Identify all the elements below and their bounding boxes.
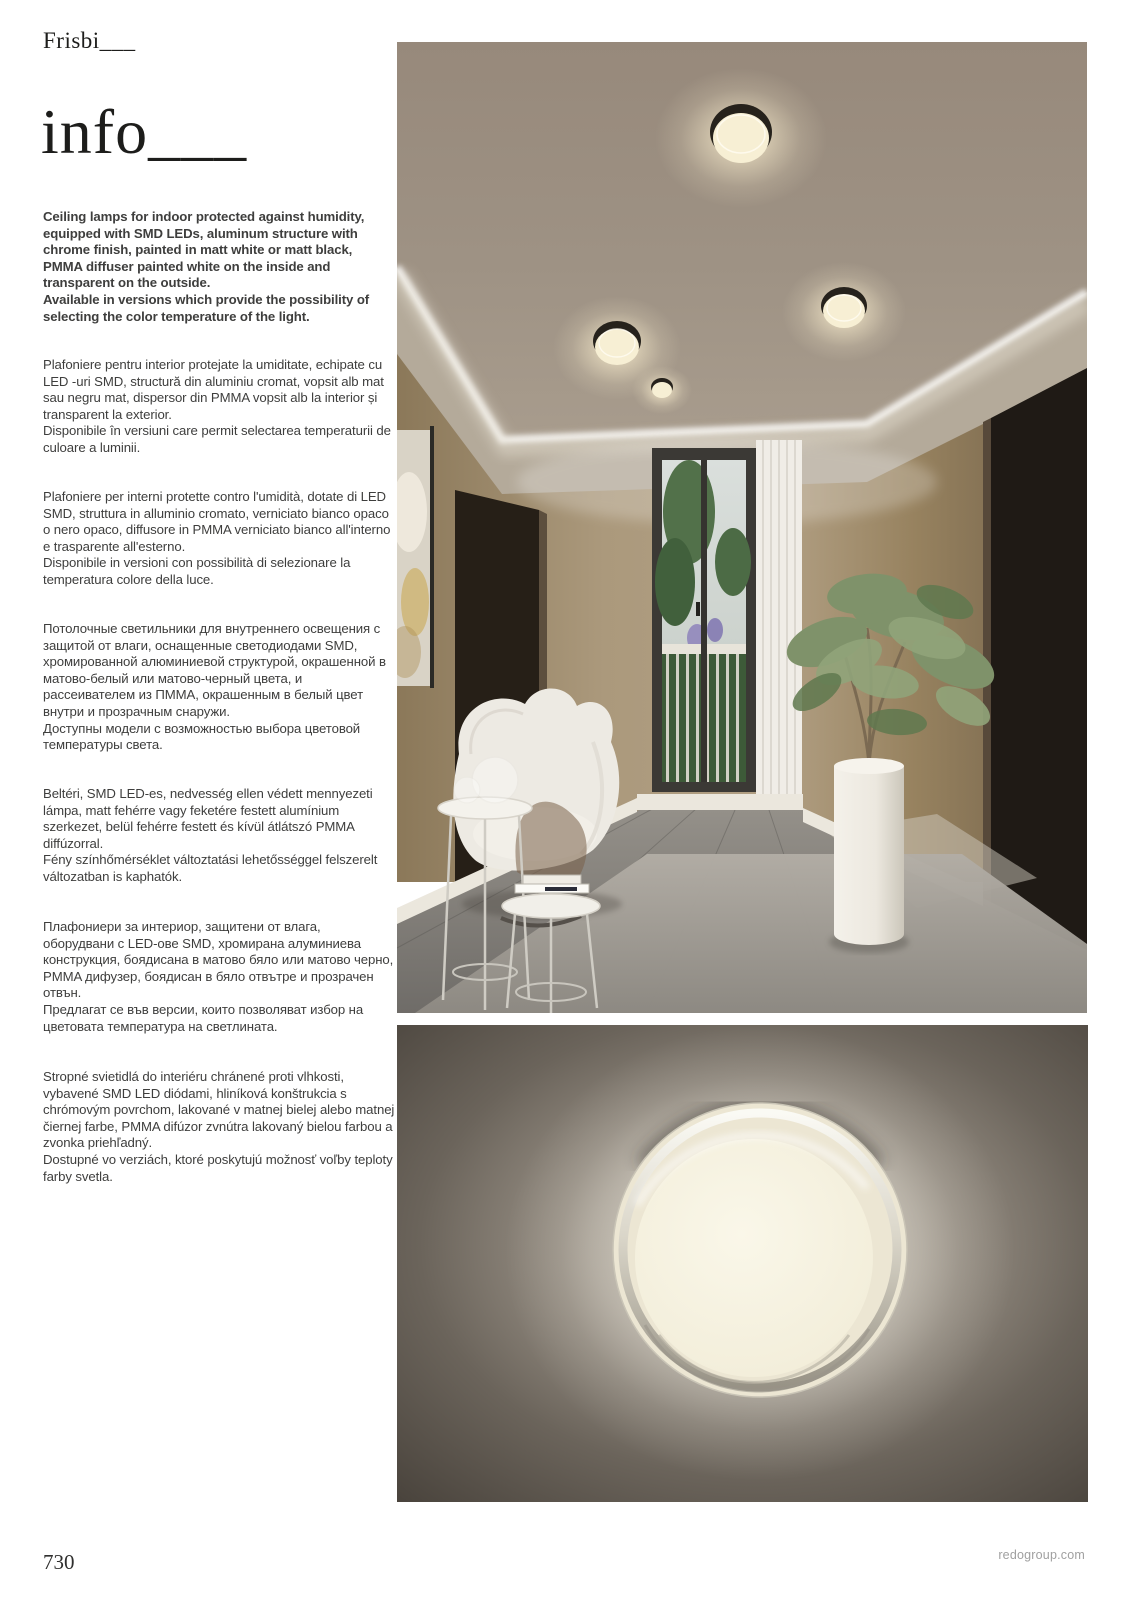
page-number: 730 — [43, 1550, 75, 1574]
interior-room-illustration — [397, 42, 1087, 1013]
interior-room-photo — [397, 42, 1087, 1013]
description-paragraph-bulgarian — [43, 919, 395, 1035]
product-name: Frisbi___ — [43, 28, 136, 53]
website-link[interactable]: redogroup.com — [998, 1548, 1085, 1562]
description-paragraph-hungarian — [43, 786, 395, 886]
description-paragraph-slovak — [43, 1069, 395, 1185]
description-availability: Доступны модели с возможностью выбора цветовой температуры света. — [43, 720, 361, 753]
section-title: info___ — [41, 96, 248, 167]
description-paragraph-english — [43, 209, 395, 325]
description-body: Plafoniere per interni protette contro l'umidità, dotate di LED SMD, struttura in alluminio cromato, verniciato bianco opaco o nero opaco, diffusore in PMMA verniciato bianco all'interno e trasparente all'esterno. — [43, 489, 391, 554]
description-availability: Available in versions which provide the possibility of selecting the color temperature of the light. — [43, 291, 370, 324]
description-availability: Disponibile în versiuni care permit selectarea temperaturii de culoare a luminii. — [43, 423, 391, 455]
description-body: Plafoniere pentru interior protejate la umiditate, echipate cu LED -uri SMD, structură din aluminiu cromat, vopsit alb mat sau negru mat, dispersor din PMMA vopsit alb la interior și transparent la exterior. — [43, 357, 384, 422]
description-paragraph-russian — [43, 621, 395, 754]
description-body: Ceiling lamps for indoor protected against humidity, equipped with SMD LEDs, aluminum structure with chrome finish, painted in matt white or matt black, PMMA diffuser painted white on the inside and transparent on the outside. — [43, 209, 365, 291]
lamp-closeup-photo — [397, 1025, 1088, 1502]
description-body: Beltéri, SMD LED-es, nedvesség ellen védett mennyezeti lámpa, matt fehérre vagy feketére festett alumínium szerkezet, belül fehérre festett és kívül átlátszó PMMA diffúzorral. — [43, 786, 373, 851]
description-availability: Disponibile in versioni con possibilità di selezionare la temperatura colore della luce. — [43, 555, 351, 587]
description-availability: Fény színhőmérséklet változtatási lehetősséggel felszerelt változatban is kaphatók. — [43, 852, 378, 884]
description-paragraph-romanian — [43, 357, 395, 457]
description-body: Потолочные светильники для внутреннего освещения с защитой от влаги, оснащенные светодиодами SMD, хромированной алюминиевой структурой, окрашенной в матово-белый или матово-черный цвета, и рассеивателем из ПММА, окрашенным в белый цвет внутри и прозрачным снаружи. — [43, 621, 386, 719]
description-paragraph-italian — [43, 489, 395, 589]
description-availability: Dostupné vo verziách, ktoré poskytujú možnosť voľby teploty farby svetla. — [43, 1151, 393, 1184]
description-availability: Предлагат се във версии, които позволяват избор на цветовата температура на светлината. — [43, 1001, 364, 1034]
description-body: Плафониери за интериор, защитени от влага, оборудвани с LED-ове SMD, хромирана алуминиева конструкция, боядисана в матово бяло или матово черно, PMMA дифузер, боядисан в бяло отвътре и прозрачен отвън. — [43, 919, 394, 1001]
lamp-closeup-illustration — [397, 1025, 1088, 1502]
description-body: Stropné svietidlá do interiéru chránené proti vlhkosti, vybavené SMD LED diódami, hliníková konštrukcia s chrómovým povrchom, lakované v matnej bielej alebo matnej čiernej farbe, PMMA difúzor zvnútra lakovaný bielou farbou a zvonka priehľadný. — [43, 1069, 395, 1151]
frisbi-lamp — [613, 1103, 907, 1397]
